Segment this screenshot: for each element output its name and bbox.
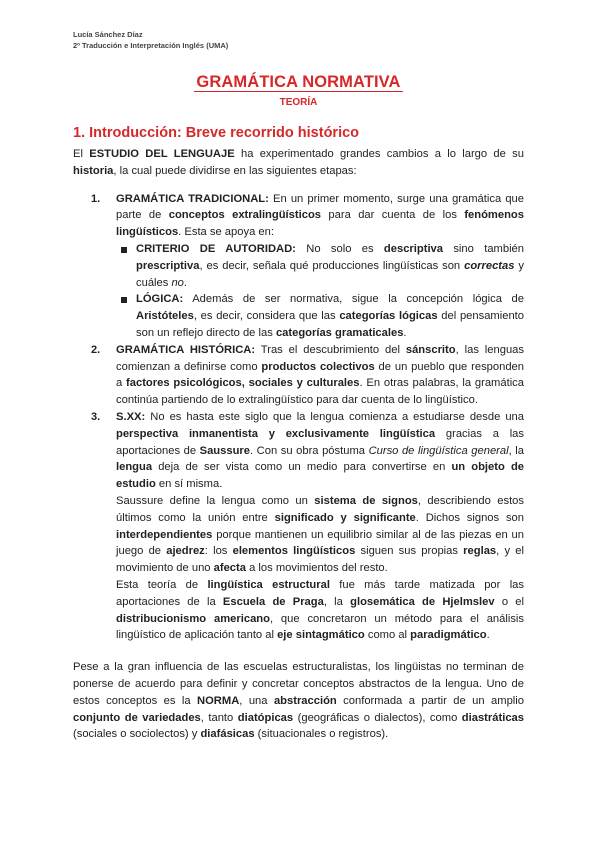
square-bullet-icon (121, 247, 127, 253)
course-name: 2º Traducción e Interpretación Inglés (UMA) (73, 40, 229, 50)
item-text: GRAMÁTICA TRADICIONAL: En un primer momento, surge una gramática que parte de conceptos extralingüísticos para dar cuenta de los fenómenos lingüísticos. Esta se apoya en: (116, 192, 524, 239)
section-heading: 1. Introducción: Breve recorrido histórico (73, 125, 360, 141)
author-header (73, 30, 524, 51)
title-block (73, 74, 524, 92)
square-bullet-icon (121, 297, 127, 303)
sub-item-authority: CRITERIO DE AUTORIDAD: No solo es descriptiva sino también prescriptiva, es decir, señala qué producciones lingüísticas son correctas y cuáles no. (116, 241, 524, 291)
stages-list (73, 191, 524, 645)
item-text-p1: S.XX: No es hasta este siglo que la lengua comienza a estudiarse desde una perspectiva inmanentista y exclusivamente lingüística gracias a las aportaciones de Saussure. Con su obra póstuma Curso de lingüística general, la lengua deja de ser vista como un medio para convertirse en un objeto de estudio en sí misma. (116, 410, 524, 491)
document-subtitle: TEORÍA (279, 97, 318, 108)
item-text-p2: Saussure define la lengua como un sistema de signos, describiendo estos últimos como la unión entre significado y significante. Dichos signos son interdependientes porque mantienen un equilibrio similar al de las piezas en un juego de ajedrez: los elementos lingüísticos siguen sus propias reglas, y el movimiento de uno afecta a los movimientos del resto. (116, 494, 524, 575)
intro-paragraph: El ESTUDIO DEL LENGUAJE ha experimentado grandes cambios a lo largo de su historia, la cual puede dividirse en las siguientes etapas: (73, 148, 524, 177)
list-number: 1. (91, 192, 101, 205)
list-item-20th-century (73, 409, 524, 644)
author-name: Lucía Sánchez Díaz (73, 30, 143, 39)
list-item-historical (73, 342, 524, 409)
list-number: 3. (91, 410, 101, 423)
item-text: GRAMÁTICA HISTÓRICA: Tras el descubrimiento del sánscrito, las lenguas comienzan a definirse como productos colectivos de un pueblo que responden a factores psicológicos, sociales y culturales. En otras palabras, la gramática continúa partiendo de lo extralingüístico para dar cuenta de lo lingüístico. (116, 343, 524, 407)
closing-paragraph: Pese a la gran influencia de las escuelas estructuralistas, los lingüistas no terminan de ponerse de acuerdo para definir y concretar conceptos abstractos de la lengua. Uno de estos conceptos es la NORMA, una abstracción conformada a partir de un amplio conjunto de variedades, tanto diatópicas (geográficas o dialectos), como diastráticas (sociales o sociolectos) y diafásicas (situacionales o registros). (73, 661, 524, 741)
sub-list (116, 241, 524, 342)
sub-item-logic: LÓGICA: Además de ser normativa, sigue la concepción lógica de Aristóteles, es decir, considera que las categorías lógicas del pensamiento son un reflejo directo de las categorías gramaticales. (116, 291, 524, 341)
list-item-traditional (73, 191, 524, 342)
list-number: 2. (91, 343, 101, 356)
item-text-p3: Esta teoría de lingüística estructural fue más tarde matizada por las aportaciones de la Escuela de Praga, la glosemática de Hjelmslev o el distribucionismo americano, que concretaron un método para el análisis lingüístico de aplicación tanto al eje sintagmático como al paradigmático. (116, 578, 525, 642)
document-title: GRAMÁTICA NORMATIVA (196, 73, 401, 91)
